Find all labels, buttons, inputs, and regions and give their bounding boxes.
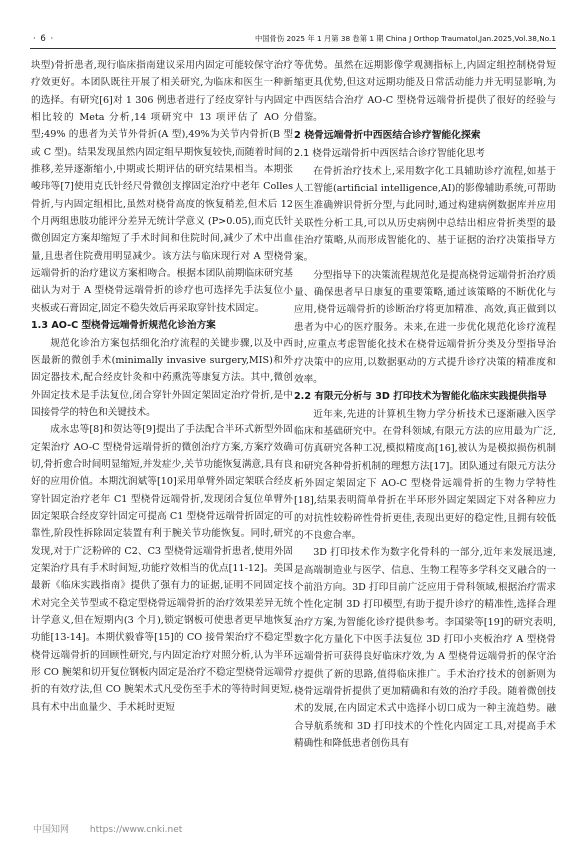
paragraph: 成永忠等[8]和贺达等[9]提出了手法配合半环式新型外固定架治疗 AO-C 型桡骨远端骨折的微创治疗方案,方案疗效确切,骨折愈合时间明显缩短,并发症少,关节功能恢复满意,具有良好的应用价值。本期沈润斌等[10]采用单臂外固定架联合经皮穿针固定治疗老年 C1 型桡骨远端骨折,发现闭合复位单臂外固定架联合经皮穿针固定可提高 C1 型桡骨远端骨折固定的可靠性,阶段性拆除固定装置有利于腕关节功能恢复。同时,研究发现,对于广泛粉碎的 C2、C3 型桡骨远端骨折患者,使用外固定架治疗具有手术时间短,功能疗效相当的优点[11-12]。美国最新《临床实践指南》提供了强有力的证据,证明不同固定技术对完全关节型或不稳定型桡骨远端骨折的治疗效果差异无统计学意义,但在短期内(3 个月),锁定钢板可使患者更早地恢复功能[13-14]。本期伏毅睿等[15]的 CO 接骨架治疗不稳定型桡骨远端骨折的回顾性研究,与内固定治疗对照分析,认为半环形 CO 腕架和切开复位钢板内固定是治疗不稳定型桡骨远端骨折的有效疗法,但 CO 腕架术式凡受伤至手术的等待时间更短,具有术中出血量少、手术耗时更短: [31, 424, 293, 713]
paragraph: 3D 打印技术作为数字化骨科的一部分,近年来发展迅速,是高端制造业与医学、信息、生物工程等多学科交叉融合的一个前沿方向。3D 打印目前广泛应用于骨科领域,根据治疗需求个性化定制 3D 打印模型,有助于提升诊疗的精准性,选择合理治疗方案,为智能化诊疗提供参考。李国梁等[19]的研究表明,数字化方量化下中医手法复位 3D 打印小夹板治疗 A 型桡骨远端骨折可获得良好临床疗效,为 A 型桡骨远端骨折的保守治疗提供了新的思路,值得临床推广。手术治疗技术的创新则为桡骨远端骨折提供了更加精确和有效的治疗手段。随着微创技术的发展,在内固定术式中选择小切口成为一种主流趋势。融合导航系统和 3D 打印技术的个性化内固定工具,对提高手术精确性和降低患者创伤具有: [294, 547, 556, 750]
page-number: · 6 ·: [33, 34, 55, 44]
section-heading-2: 2 桡骨远端骨折中西医结合诊疗智能化探索: [294, 130, 481, 142]
watermark-url: https://www.cnki.net: [89, 825, 183, 835]
cnki-watermark: [33, 822, 182, 835]
subsection-heading-2-1: 2.1 桡骨远端骨折中西医结合诊疗智能化思考: [294, 148, 485, 160]
watermark-title: 中国知网: [33, 825, 70, 835]
paragraph: 等优势。虽然在远期影像学观测指标上,内固定组控制桡骨短缩更具优势,但这对远期功能及日常活动能力并无明显影响,为中西医结合治疗 AO-C 型桡骨远端骨折提供了很好的经验与借鉴。: [294, 60, 556, 124]
right-column: [294, 57, 556, 817]
subsection-heading-2-2: 2.2 有限元分析与 3D 打印技术为智能化临床实践提供指导: [294, 391, 547, 403]
running-head: 中国骨伤 2025 年 1 月第 38 卷第 1 期 China J Orthop Traumatol,Jan.2025,Vol.38,No.1: [254, 34, 556, 43]
left-column: [31, 57, 293, 817]
paragraph: 近年来,先进的计算机生物力学分析技术已逐渐融入医学临床和基础研究中。在骨科领域,有限元方法的应用最为广泛,可仿真研究各种工况,模拟精度高[16],被认为是模拟损伤机制和研究各种骨折机制的理想方法[17]。团队通过有限元方法分析外固定架固定下 AO-C 型桡骨远端骨折的生物力学特性[18],结果表明简单骨折在半环形外固定架固定下对各种应力的对抗性较粉碎性骨折更佳,表现出更好的稳定性,且拥有较低的不良愈合率。: [294, 408, 556, 541]
paragraph: 规范化诊治方案包括细化治疗流程的关键步骤,以及中西医最新的微创手术(minimally invasive surgery,MIS)和外固定器技术,配合经皮针灸和中药熏洗等康复方法。其中,微创外固定技术是手法复位,闭合穿针外固定架固定治疗骨折,是中国接骨学的特色和关键技术。: [31, 337, 293, 418]
paragraph: 在骨折治疗技术上,采用数字化工具辅助诊疗流程,如基于人工智能(artificial intelligence,AI)的影像辅助系统,可帮助医生准确辨识骨折分型,与此同时,通过构建病例数据库并应用关联性分析工具,可以从历史病例中总结出相应骨折类型的最佳治疗策略,从而形成智能化的、基于证据的治疗决策指导方案。: [294, 165, 556, 264]
paragraph: 分型指导下的决策流程规范化是提高桡骨远端骨折治疗质量、确保患者早日康复的重要策略,通过该策略的不断优化与应用,桡骨远端骨折的诊断治疗将更加精准、高效,真正做到以患者为中心的医疗服务。未来,在进一步优化规范化诊疗流程时,应重点考虑智能化技术在桡骨远端骨折分类及分型指导治疗决策中的应用,以数据驱动的方式提升诊疗决策的精准度和效率。: [294, 269, 556, 385]
paragraph: 块型)骨折患者,现行临床指南建议采用内固定可能较保守治疗疗效更好。本团队既往开展了相关研究,为临床和医生一种新的选择。有研究[6]对 1 306 例患者进行了经皮穿针与内固定相比较的 Meta 分析,14 项研究中 13 项评估了 AO 分型;49% 的患者为关节外骨折(A 型),49%为关节内骨折(B 型或 C 型)。结果发现虽然内固定组早期恢复较快,而随着时间的推移,差异逐渐缩小,中期或长期评估的研究结果相当。本期张峻玮等[7]使用克氏针经尺骨微创支撑固定治疗中老年 Colles 骨折,与内固定组相比,虽然对桡骨高度的恢复稍差,但术后 12 个月两组患肢功能评分差异无统计学意义 (P>0.05),而克氏针微创固定方案却缩短了手术时间和住院时间,减少了术中出血量,且患者住院费用明显减少。该方法与临床现行对 A 型桡骨远端骨折的治疗建议方案相吻合。根据本团队前期临床研究基础认为对于 A 型桡骨远端骨折的诊疗也可选择先手法复位小夹板或石膏固定,固定不稳失效后再采取穿针技术固定。: [31, 60, 293, 314]
header-rule: [30, 48, 556, 49]
subsection-heading-1-3: 1.3 AO-C 型桡骨远端骨折规范化诊治方案: [31, 320, 216, 332]
